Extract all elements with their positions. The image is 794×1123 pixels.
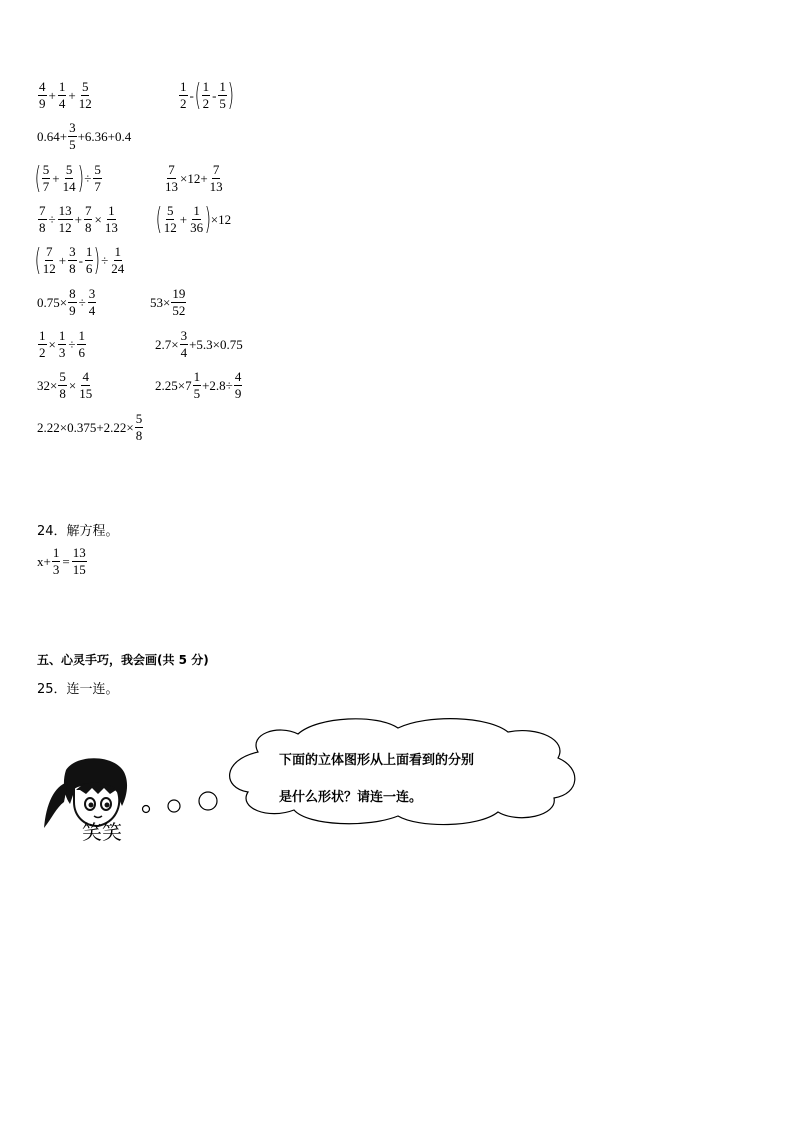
fraction: $\frac{4}{9}$ — [39, 79, 46, 112]
fraction: $\frac{7}{13}$ — [209, 162, 223, 195]
fraction: $\frac{5}{14}$ — [62, 162, 76, 195]
equation-24: x+ $\frac{1}{3}$ = $\frac{13}{15}$ — [37, 545, 86, 578]
calc-expression-8: ( $\frac{7}{12}$ + $\frac{3}{8}$ - $\frac{1}{6}$ ) ÷ $\frac{1}{24}$ — [34, 242, 125, 278]
fraction: $\frac{1}{3}$ — [58, 328, 66, 361]
character-name-label: 笑笑 — [82, 820, 122, 844]
left-paren: ( — [34, 242, 42, 278]
fraction: $\frac{1}{13}$ — [104, 203, 118, 236]
calc-expression-9: 0.75× $\frac{8}{9}$ ÷ $\frac{3}{4}$ — [37, 286, 96, 319]
calc-expression-11: $\frac{1}{2}$ × $\frac{1}{3}$ ÷ $\frac{1}{6}$ — [39, 328, 85, 361]
question-25-title: 25．连一连。 — [37, 682, 119, 697]
fraction: $\frac{1}{2}$ — [202, 79, 210, 112]
fraction: $\frac{5}{7}$ — [94, 162, 101, 195]
fraction: $\frac{5}{12}$ — [78, 79, 92, 112]
fraction: $\frac{1}{2}$ — [180, 79, 187, 112]
question-24-title: 24．解方程。 — [37, 524, 119, 539]
fraction: $\frac{4}{15}$ — [79, 369, 93, 402]
fraction: $\frac{3}{5}$ — [69, 120, 76, 153]
left-paren: ( — [194, 77, 201, 113]
speech-cloud-line-1: 下面的立体图形从上面看到的分别 — [279, 753, 475, 768]
calc-expression-12: 2.7× $\frac{3}{4}$ +5.3×0.75 — [155, 328, 243, 361]
thought-dots — [138, 790, 222, 820]
fraction: $\frac{1}{2}$ — [39, 328, 46, 361]
fraction: $\frac{1}{6}$ — [85, 244, 93, 277]
fraction: $\frac{5}{7}$ — [42, 162, 50, 195]
fraction: $\frac{5}{12}$ — [163, 203, 177, 236]
section-5-heading: 五、心灵手巧，我会画(共 5 分) — [37, 653, 209, 667]
calc-expression-10: 53× $\frac{19}{52}$ — [150, 286, 186, 319]
fraction: $\frac{5}{8}$ — [59, 369, 66, 402]
fraction: $\frac{13}{15}$ — [72, 545, 86, 578]
fraction: $\frac{19}{52}$ — [172, 286, 186, 319]
speech-cloud — [218, 712, 583, 830]
fraction: $\frac{1}{36}$ — [190, 203, 204, 236]
left-paren: ( — [155, 201, 163, 237]
calc-expression-3: 0.64+ $\frac{3}{5}$ +6.36+0.4 — [37, 120, 132, 153]
fraction: $\frac{1}{6}$ — [78, 328, 85, 361]
fraction: $\frac{8}{9}$ — [69, 286, 76, 319]
calc-expression-14: 2.25×7 $\frac{1}{5}$ +2.8÷ $\frac{4}{9}$ — [155, 369, 242, 402]
fraction: $\frac{3}{8}$ — [69, 244, 76, 277]
fraction: $\frac{5}{8}$ — [135, 411, 143, 444]
right-paren: ) — [94, 242, 101, 278]
calc-expression-6: $\frac{7}{8}$ ÷ $\frac{13}{12}$ + $\frac{7}{8}$ × $\frac{1}{13}$ — [39, 203, 118, 236]
fraction: $\frac{1}{4}$ — [58, 79, 66, 112]
calc-expression-1: $\frac{4}{9}$ + $\frac{1}{4}$ + $\frac{5}{12}$ — [39, 79, 92, 112]
fraction: $\frac{13}{12}$ — [58, 203, 72, 236]
calc-expression-4: ( $\frac{5}{7}$ + $\frac{5}{14}$ ) ÷ $\frac{5}{7}$ — [34, 160, 101, 196]
fraction: $\frac{4}{9}$ — [234, 369, 242, 402]
speech-cloud-line-2: 是什么形状？请连一连。 — [279, 790, 423, 805]
fraction: $\frac{7}{12}$ — [42, 244, 56, 277]
fraction: $\frac{3}{4}$ — [88, 286, 96, 319]
calc-expression-7: ( $\frac{5}{12}$ + $\frac{1}{36}$ ) ×12 — [155, 201, 232, 237]
fraction: $\frac{1}{5}$ — [193, 369, 201, 402]
fraction: $\frac{1}{5}$ — [219, 79, 226, 112]
calc-expression-13: 32× $\frac{5}{8}$ × $\frac{4}{15}$ — [37, 369, 93, 402]
calc-expression-2: $\frac{1}{2}$ - ( $\frac{1}{2}$ - $\frac{1}{5}$ ) — [180, 77, 234, 113]
fraction: $\frac{7}{13}$ — [165, 162, 178, 195]
left-paren: ( — [34, 160, 42, 196]
fraction: $\frac{7}{8}$ — [39, 203, 46, 236]
fraction: $\frac{3}{4}$ — [180, 328, 188, 361]
calc-expression-15: 2.22×0.375+2.22× $\frac{5}{8}$ — [37, 411, 143, 444]
fraction: $\frac{1}{3}$ — [52, 545, 60, 578]
calc-expression-5: $\frac{7}{13}$ ×12+ $\frac{7}{13}$ — [165, 162, 223, 195]
right-paren: ) — [227, 77, 234, 113]
fraction: $\frac{1}{24}$ — [111, 244, 125, 277]
fraction: $\frac{7}{8}$ — [84, 203, 92, 236]
right-paren: ) — [77, 160, 84, 196]
right-paren: ) — [204, 201, 212, 237]
